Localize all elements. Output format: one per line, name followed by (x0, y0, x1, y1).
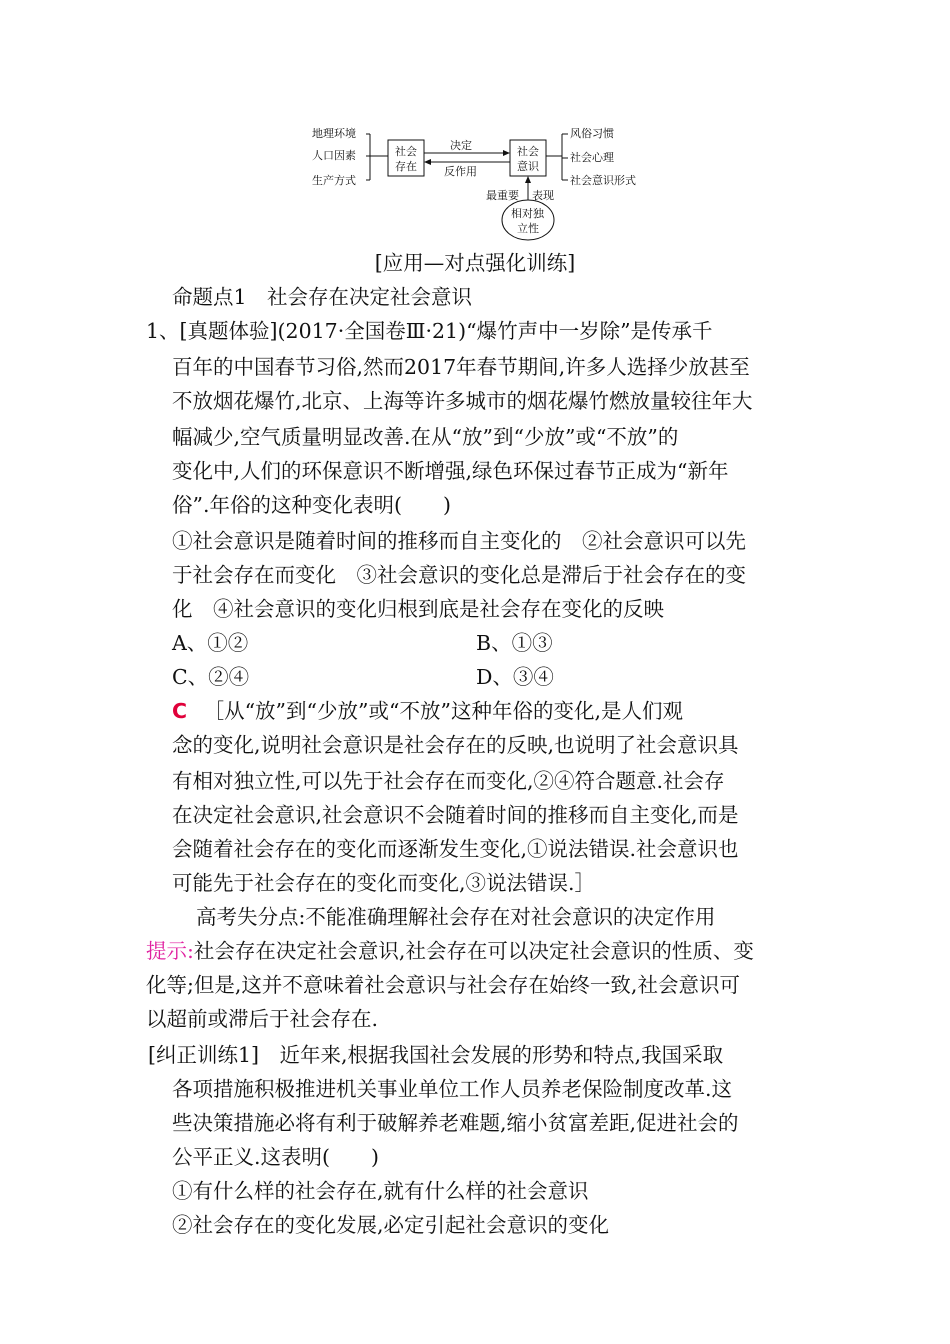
q1-line: 幅减少,空气质量明显改善.在从“放”到“少放”或“不放”的 (172, 425, 679, 449)
concept-diagram (300, 118, 660, 246)
answer-line: 可能先于社会存在的变化而变化,③说法错误.］ (172, 871, 596, 895)
hint-label: 提示: (146, 939, 194, 963)
hint-first-line (146, 934, 754, 968)
q2-statement: ①有什么样的社会存在,就有什么样的社会意识 (172, 1179, 589, 1203)
q1-statement: 于社会存在而变化 ③社会意识的变化总是滞后于社会存在的变 (172, 563, 746, 587)
answer-line: 会随着社会存在的变化而逐渐发生变化,①说法错误.社会意识也 (172, 837, 739, 861)
arrow-label-react: 反作用 (444, 165, 477, 178)
existence-box-label: 社会 (395, 145, 417, 158)
option-d[interactable]: D、③④ (476, 665, 554, 689)
q1-line: 1、[真题体验](2017·全国卷Ⅲ·21)“爆竹声中一岁除”是传承千 (146, 319, 713, 343)
diagram-left-label: 地理环境 (312, 127, 356, 140)
q2-statement: ②社会存在的变化发展,必定引起社会意识的变化 (172, 1213, 610, 1237)
vertical-label-important: 最重要 (486, 189, 519, 202)
section-title: [应用—对点强化训练] (374, 251, 576, 275)
ellipse-label: 立性 (517, 222, 539, 235)
mistake-point: 高考失分点:不能准确理解社会存在对社会意识的决定作用 (196, 905, 716, 929)
existence-box-label: 存在 (395, 160, 417, 173)
consciousness-box-label: 社会 (517, 145, 539, 158)
hint-line: 以超前或滞后于社会存在. (146, 1007, 379, 1031)
ellipse-label: 相对独 (511, 207, 544, 220)
answer-letter: C (172, 699, 188, 723)
diagram-left-label: 生产方式 (312, 174, 356, 187)
answer-line: 念的变化,说明社会意识是社会存在的反映,也说明了社会意识具 (172, 733, 739, 757)
option-a[interactable]: A、①② (172, 631, 249, 655)
q2-line: 些决策措施必将有利于破解养老难题,缩小贫富差距,促进社会的 (172, 1111, 739, 1135)
q1-line: 百年的中国春节习俗,然而2017年春节期间,许多人选择少放甚至 (172, 355, 750, 379)
hint-line: 化等;但是,这并不意味着社会意识与社会存在始终一致,社会意识可 (146, 973, 740, 997)
answer-line: 在决定社会意识,社会意识不会随着时间的推移而自主变化,而是 (172, 803, 739, 827)
q1-statement: 化 ④社会意识的变化归根到底是社会存在变化的反映 (172, 597, 664, 621)
q1-statement: ①社会意识是随着时间的推移而自主变化的 ②社会意识可以先 (172, 529, 746, 553)
answer-first-line (172, 694, 683, 728)
arrow-label-decide: 决定 (450, 139, 472, 152)
diagram-right-label: 社会心理 (570, 151, 614, 164)
diagram-right-label: 社会意识形式 (570, 174, 636, 187)
q1-line: 不放烟花爆竹,北京、上海等许多城市的烟花爆竹燃放量较往年大 (172, 389, 753, 413)
option-c[interactable]: C、②④ (172, 665, 250, 689)
diagram-left-label: 人口因素 (312, 149, 356, 162)
q1-line: 变化中,人们的环保意识不断增强,绿色环保过春节正成为“新年 (172, 459, 729, 483)
q2-line: [纠正训练1] 近年来,根据我国社会发展的形势和特点,我国采取 (148, 1043, 724, 1067)
option-b[interactable]: B、①③ (476, 631, 553, 655)
hint-text: 社会存在决定社会意识,社会存在可以决定社会意识的性质、变 (193, 939, 754, 963)
vertical-label-expression: 表现 (532, 189, 554, 202)
diagram-right-label: 风俗习惯 (570, 127, 614, 140)
q2-line: 公平正义.这表明( ) (172, 1145, 380, 1169)
consciousness-box-label: 意识 (517, 160, 539, 173)
answer-line: 有相对独立性,可以先于社会存在而变化,②④符合题意.社会存 (172, 769, 725, 793)
topic-heading: 命题点1 社会存在决定社会意识 (172, 285, 473, 309)
answer-text: ［从“放”到“少放”或“不放”这种年俗的变化,是人们观 (203, 699, 683, 723)
diagram-svg (300, 118, 660, 246)
q2-line: 各项措施积极推进机关事业单位工作人员养老保险制度改革.这 (172, 1077, 733, 1101)
q1-line: 俗”.年俗的这种变化表明( ) (172, 493, 451, 517)
